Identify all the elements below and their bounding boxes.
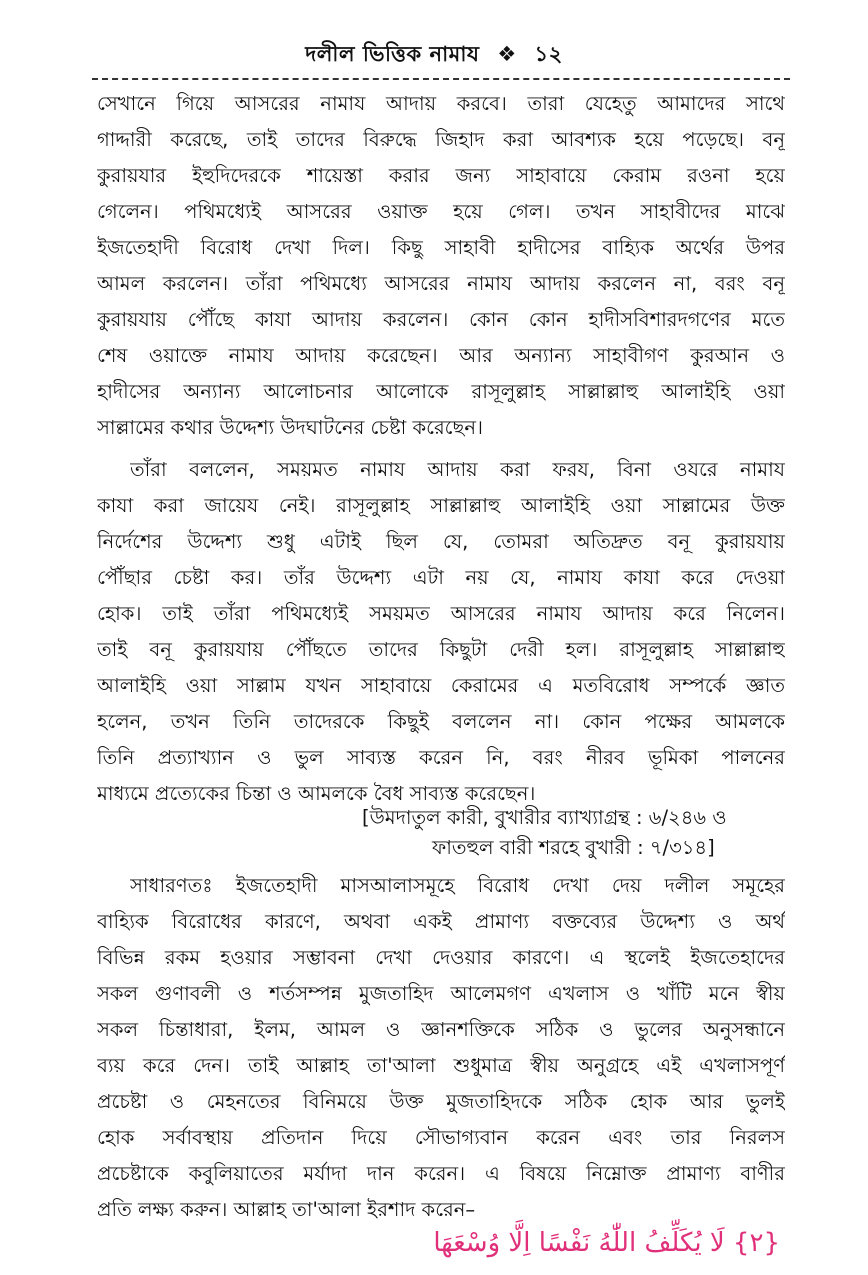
quran-verse: {٢} لَا يُكَلِّفُ اللّٰهُ نَفْسًا اِلَّا وُسْعَهَا xyxy=(433,1228,780,1258)
text-line: তাই বনূ কুরায়যায় পৌঁছতে তাদের কিছুটা দেরী হল। রাসূলুল্লাহ সাল্লাল্লাহু xyxy=(97,638,785,661)
text-line: সকল চিন্তাধারা, ইলম, আমল ও জ্ঞানশক্তিকে সঠিক ও ভুলের অনুসন্ধানে xyxy=(97,1018,785,1041)
text-line: কুরায়যায় পৌঁছে কাযা আদায় করলেন। কোন কোন হাদীসবিশারদগণের মতে xyxy=(97,308,785,331)
text-line: সেখানে গিয়ে আসরের নামায আদায় করবে। তারা যেহেতু আমাদের সাথে xyxy=(97,92,785,115)
text-line: বিভিন্ন রকম হওয়ার সম্ভাবনা দেখা দেওয়ার কারণে। এ স্থলেই ইজতেহাদের xyxy=(97,946,785,969)
text-line: গাদ্দারী করেছে, তাই তাদের বিরুদ্ধে জিহাদ করা আবশ্যক হয়ে পড়েছে। বনূ xyxy=(97,128,785,151)
text-line: পৌঁছার চেষ্টা কর। তাঁর উদ্দেশ্য এটা নয় যে, নামায কাযা করে দেওয়া xyxy=(97,566,785,589)
text-line: হাদীসের অন্যান্য আলোচনার আলোকে রাসূলুল্লাহ সাল্লাল্লাহু আলাইহি ওয়া xyxy=(97,380,785,403)
text-line: প্রচেষ্টাকে কবুলিয়াতের মর্যাদা দান করেন। এ বিষয়ে নিম্নোক্ত প্রামাণ্য বাণীর xyxy=(97,1162,785,1185)
header-divider xyxy=(92,78,790,80)
text-line: হোক সর্বাবস্থায় প্রতিদান দিয়ে সৌভাগ্যবান করেন এবং তার নিরলস xyxy=(97,1126,785,1149)
citation-line-1: [উমদাতুল কারী, বুখারীর ব্যাখ্যাগ্রন্থ : ৬/২৪৬ ও xyxy=(362,806,727,829)
page-number: ১২ xyxy=(534,42,563,66)
citation-line-2: ফাতহুল বারী শরহে বুখারী : ৭/৩১৪] xyxy=(432,836,715,859)
text-line: হোক। তাই তাঁরা পথিমধ্যেই সময়মত আসরের নামায আদায় করে নিলেন। xyxy=(97,602,785,625)
page-header xyxy=(0,38,868,73)
text-line: আমল করলেন। তাঁরা পথিমধ্যে আসরের নামায আদায় করলেন না, বরং বনূ xyxy=(97,272,785,295)
text-line: কুরায়যার ইহুদিদেরকে শায়েস্তা করার জন্য সাহাবায়ে কেরাম রওনা হয়ে xyxy=(97,164,785,187)
text-line: নির্দেশের উদ্দেশ্য শুধু এটাই ছিল যে, তোমরা অতিদ্রুত বনূ কুরায়যায় xyxy=(97,530,785,553)
text-line: প্রচেষ্টা ও মেহনতের বিনিময়ে উক্ত মুজতাহিদকে সঠিক হোক আর ভুলই xyxy=(97,1090,785,1113)
text-line: শেষ ওয়াক্তে নামায আদায় করেছেন। আর অন্যান্য সাহাবীগণ কুরআন ও xyxy=(97,344,785,367)
text-line: মাধ্যমে প্রত্যেকের চিন্তা ও আমলকে বৈধ সাব্যস্ত করেছেন। xyxy=(97,782,536,805)
text-line: সাল্লামের কথার উদ্দেশ্য উদঘাটনের চেষ্টা করেছেন। xyxy=(97,416,483,439)
text-line: সাধারণতঃ ইজতেহাদী মাসআলাসমূহে বিরোধ দেখা দেয় দলীল সমূহের xyxy=(130,874,785,897)
text-line: তিনি প্রত্যাখ্যান ও ভুল সাব্যস্ত করেন নি, বরং নীরব ভূমিকা পালনের xyxy=(97,746,785,769)
text-line: ব্যয় করে দেন। তাই আল্লাহ তা'আলা শুধুমাত্র স্বীয় অনুগ্রহে এই এখলাসপূর্ণ xyxy=(97,1054,785,1077)
text-line: বাহ্যিক বিরোধের কারণে, অথবা একই প্রামাণ্য বক্তব্যের উদ্দেশ্য ও অর্থ xyxy=(97,910,785,933)
text-line: তাঁরা বললেন, সময়মত নামায আদায় করা ফরয, বিনা ওযরে নামায xyxy=(130,458,785,481)
book-title: দলীল ভিত্তিক নামায xyxy=(305,42,480,66)
text-line: গেলেন। পথিমধ্যেই আসরের ওয়াক্ত হয়ে গেল। তখন সাহাবীদের মাঝে xyxy=(97,200,785,223)
text-line: সকল গুণাবলী ও শর্তসম্পন্ন মুজতাহিদ আলেমগণ এখলাস ও খাঁটি মনে স্বীয় xyxy=(97,982,785,1005)
text-line: প্রতি লক্ষ্য করুন। আল্লাহ তা'আলা ইরশাদ করেন– xyxy=(97,1198,476,1221)
diamond-icon: ❖ xyxy=(497,42,517,66)
text-line: কাযা করা জায়েয নেই। রাসূলুল্লাহ সাল্লাল্লাহু আলাইহি ওয়া সাল্লামের উক্ত xyxy=(97,494,785,517)
text-line: হলেন, তখন তিনি তাদেরকে কিছুই বললেন না। কোন পক্ষের আমলকে xyxy=(97,710,785,733)
text-line: ইজতেহাদী বিরোধ দেখা দিল। কিছু সাহাবী হাদীসের বাহ্যিক অর্থের উপর xyxy=(97,236,785,259)
text-line: আলাইহি ওয়া সাল্লাম যখন সাহাবায়ে কেরামের এ মতবিরোধ সম্পর্কে জ্ঞাত xyxy=(97,674,785,697)
